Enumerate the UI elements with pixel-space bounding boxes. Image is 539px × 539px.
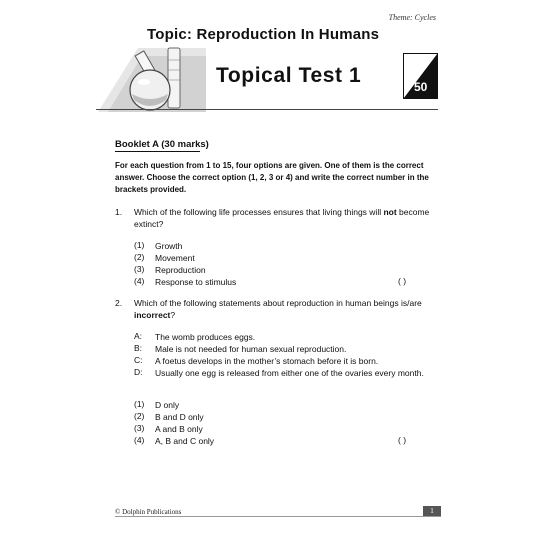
question-text-part: ? — [170, 310, 176, 320]
question-text-part: Which of the following life processes ensures that living things will — [134, 207, 384, 217]
option-label: (2) — [134, 411, 145, 421]
statement-text: Male is not needed for human sexual reproduction. — [155, 344, 347, 354]
booklet-underline — [115, 151, 200, 152]
question-emphasis: incorrect — [134, 310, 171, 320]
option-label: (1) — [134, 240, 145, 250]
test-title: Topical Test 1 — [216, 64, 362, 87]
page-number: 1 — [430, 506, 434, 515]
question-number: 1. — [115, 207, 123, 217]
option-text: B and D only — [155, 412, 204, 422]
option-text: Growth — [155, 241, 183, 251]
statement-label: B: — [134, 343, 143, 353]
statement-text: The womb produces eggs. — [155, 332, 256, 342]
theme-label: Theme: Cycles — [388, 13, 436, 22]
option-label: (4) — [134, 276, 145, 286]
option-text: A, B and C only — [155, 436, 215, 446]
question-text — [134, 206, 440, 230]
booklet-heading: Booklet A (30 marks) — [115, 139, 209, 150]
option-text: Reproduction — [155, 265, 206, 275]
statement-text: A foetus develops in the mother’s stomach before it is born. — [155, 356, 379, 366]
lab-glassware-illustration — [98, 40, 206, 114]
question-number: 2. — [115, 298, 123, 308]
option-label: (3) — [134, 264, 145, 274]
statement-text: Usually one egg is released from either one of the ovaries every month. — [155, 368, 424, 378]
option-text: D only — [155, 400, 180, 410]
question-text-part: become extinct? — [134, 207, 430, 229]
option-text: Movement — [155, 253, 195, 263]
option-label: (2) — [134, 252, 145, 262]
statement-label: D: — [134, 367, 143, 377]
footer-divider — [115, 516, 441, 517]
topic-title: Topic: Reproduction In Humans — [147, 26, 380, 43]
question-text — [134, 297, 440, 321]
badge-number: 50 — [414, 80, 428, 94]
statement-label: A: — [134, 331, 143, 341]
option-text: A and B only — [155, 424, 203, 434]
header-divider — [96, 109, 438, 110]
option-text: Response to stimulus — [155, 277, 237, 287]
option-label: (1) — [134, 399, 145, 409]
answer-brackets[interactable]: ( ) — [398, 435, 407, 445]
publisher-credit: © Dolphin Publications — [115, 508, 182, 516]
question-text-part: Which of the following statements about reproduction in human beings is/are — [134, 298, 422, 308]
question-emphasis: not — [383, 207, 397, 217]
option-label: (4) — [134, 435, 145, 445]
option-label: (3) — [134, 423, 145, 433]
answer-brackets[interactable]: ( ) — [398, 276, 407, 286]
statement-label: C: — [134, 355, 143, 365]
instructions: For each question from 1 to 15, four options are given. One of them is the correct answer. Choose the correct option (1, 2, 3 or 4) and write the correct number in the brackets provided. — [115, 161, 429, 194]
